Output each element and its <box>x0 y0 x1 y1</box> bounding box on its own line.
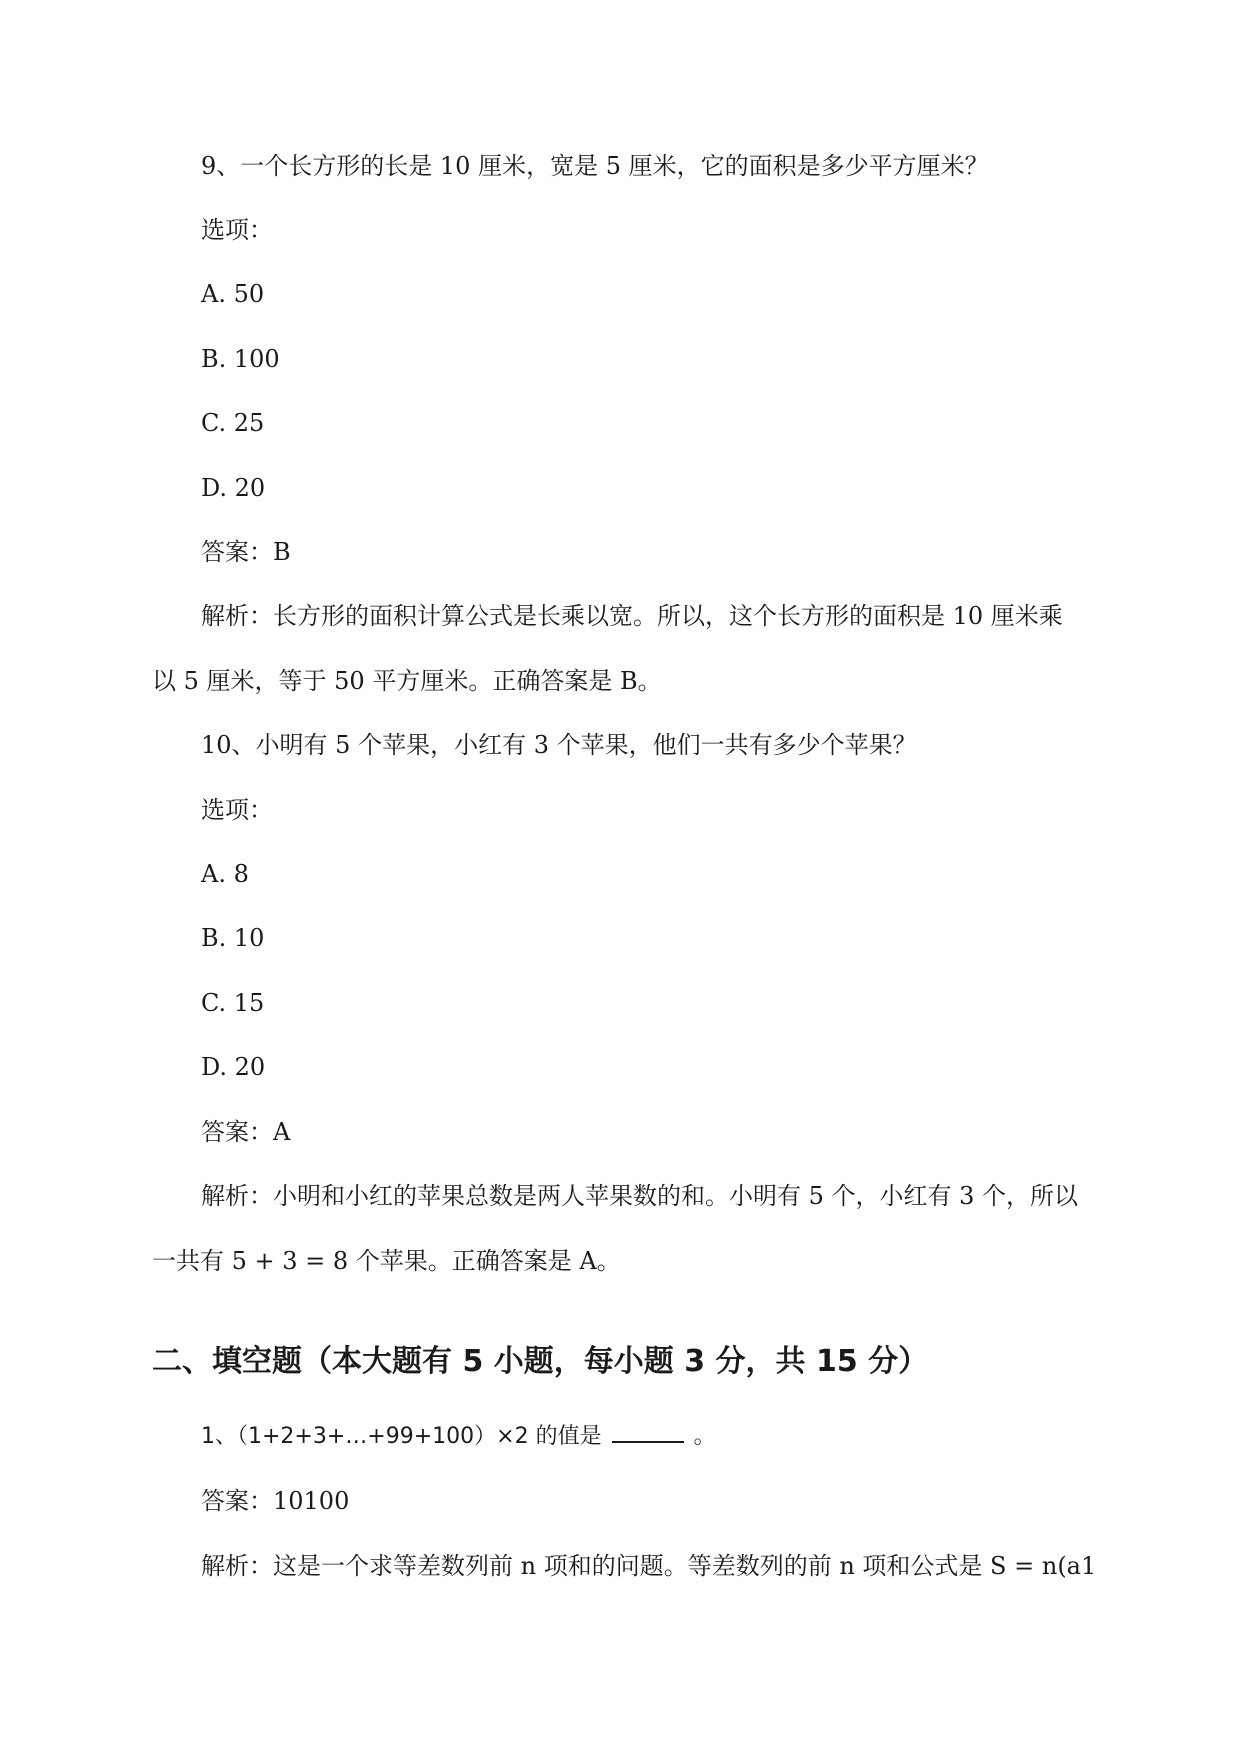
answer: 答案：A <box>201 1118 291 1146</box>
analysis-line-1: 解析：小明和小红的苹果总数是两人苹果数的和。小明有 5 个，小红有 3 个，所以 <box>201 1182 1079 1210</box>
options-label: 选项： <box>201 216 273 244</box>
analysis-line-1: 解析：长方形的面积计算公式是长乘以宽。所以，这个长方形的面积是 10 厘米乘 <box>201 602 1063 630</box>
answer: 答案：10100 <box>201 1487 350 1515</box>
option-b: B. 10 <box>201 924 265 952</box>
section-heading: 二、填空题（本大题有 5 小题，每小题 3 分，共 15 分） <box>152 1344 929 1379</box>
analysis-line-2: 一共有 5 + 3 = 8 个苹果。正确答案是 A。 <box>152 1247 621 1275</box>
options-label: 选项： <box>201 796 273 824</box>
question-text: 10、小明有 5 个苹果，小红有 3 个苹果，他们一共有多少个苹果？ <box>201 731 917 759</box>
option-a: A. 50 <box>201 280 265 308</box>
analysis-line-2: 以 5 厘米，等于 50 平方厘米。正确答案是 B。 <box>152 667 662 695</box>
question-text <box>201 1421 716 1453</box>
answer: 答案：B <box>201 538 291 566</box>
analysis-line-1: 解析：这是一个求等差数列前 n 项和的问题。等差数列的前 n 项和公式是 S = n(a1 <box>201 1552 1097 1580</box>
option-c: C. 25 <box>201 409 265 437</box>
question-suffix: 。 <box>693 1424 716 1449</box>
answer-blank <box>612 1421 684 1443</box>
option-d: D. 20 <box>201 474 266 502</box>
option-d: D. 20 <box>201 1053 266 1081</box>
option-a: A. 8 <box>201 860 249 888</box>
question-prefix: 1、（1+2+3+…+99+100）×2 的值是 <box>201 1424 602 1449</box>
question-text: 9、一个长方形的长是 10 厘米，宽是 5 厘米，它的面积是多少平方厘米？ <box>201 152 989 180</box>
option-b: B. 100 <box>201 345 280 373</box>
option-c: C. 15 <box>201 989 265 1017</box>
